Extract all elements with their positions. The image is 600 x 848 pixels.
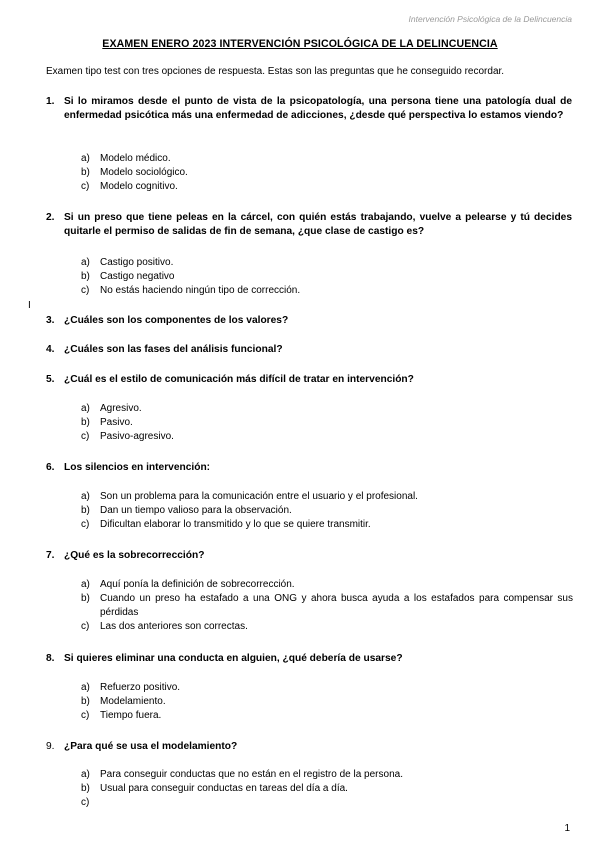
question-text: ¿Qué es la sobrecorrección? — [64, 550, 205, 561]
options-2 — [81, 256, 573, 298]
question-text: ¿Cuáles son los componentes de los valores? — [64, 315, 289, 326]
question-1 — [46, 95, 572, 123]
option-text: Para conseguir conductas que no están en el registro de la persona. — [100, 769, 403, 780]
question-7 — [46, 549, 572, 563]
question-number: 3. — [46, 315, 55, 326]
option-letter: b) — [81, 593, 90, 604]
option-a — [81, 681, 573, 695]
question-9 — [46, 740, 572, 754]
option-a — [81, 152, 573, 166]
document-title: EXAMEN ENERO 2023 INTERVENCIÓN PSICOLÓGICA DE LA DELINCUENCIA — [102, 38, 498, 50]
options-1 — [81, 152, 573, 194]
option-b — [81, 504, 573, 518]
page-number: 1 — [564, 823, 570, 834]
question-number: 7. — [46, 550, 55, 561]
option-text: Usual para conseguir conductas en tareas del día a día. — [100, 783, 348, 794]
running-header: Intervención Psicológica de la Delincuencia — [408, 14, 572, 24]
option-text: Modelo cognitivo. — [100, 181, 178, 192]
option-b — [81, 782, 573, 796]
question-number: 8. — [46, 653, 55, 664]
option-letter: b) — [81, 783, 90, 794]
question-3 — [46, 314, 572, 328]
option-letter: a) — [81, 579, 90, 590]
question-number: 2. — [46, 212, 55, 223]
question-6 — [46, 461, 572, 475]
margin-mark: I — [28, 300, 31, 311]
option-letter: a) — [81, 403, 90, 414]
option-b — [81, 270, 573, 284]
option-letter: b) — [81, 167, 90, 178]
option-letter: b) — [81, 696, 90, 707]
option-letter: c) — [81, 431, 90, 442]
option-a — [81, 256, 573, 270]
question-text: Los silencios en intervención: — [64, 462, 211, 473]
option-text: Agresivo. — [100, 403, 142, 414]
option-b — [81, 416, 573, 430]
option-text: Pasivo. — [100, 417, 133, 428]
option-text: Las dos anteriores son correctas. — [100, 621, 248, 632]
option-letter: a) — [81, 769, 90, 780]
question-text: ¿Cuáles son las fases del análisis funcional? — [64, 344, 283, 355]
option-b — [81, 166, 573, 180]
option-letter: c) — [81, 621, 90, 632]
option-letter: a) — [81, 153, 90, 164]
option-text: Aquí ponía la definición de sobrecorrección. — [100, 579, 295, 590]
question-8 — [46, 652, 572, 666]
option-a — [81, 578, 573, 592]
option-letter: a) — [81, 491, 90, 502]
option-text: Castigo negativo — [100, 271, 175, 282]
option-b — [81, 592, 573, 620]
question-number: 9. — [46, 741, 55, 752]
option-text: Pasivo-agresivo. — [100, 431, 174, 442]
option-text: Tiempo fuera. — [100, 710, 162, 721]
question-text: Si quieres eliminar una conducta en alguien, ¿qué debería de usarse? — [64, 653, 403, 664]
option-a — [81, 768, 573, 782]
option-b — [81, 695, 573, 709]
option-text: Dan un tiempo valioso para la observación. — [100, 505, 292, 516]
option-c — [81, 284, 573, 298]
option-letter: a) — [81, 682, 90, 693]
question-text: ¿Cuál es el estilo de comunicación más difícil de tratar en intervención? — [64, 374, 414, 385]
option-a — [81, 490, 573, 504]
option-letter: b) — [81, 417, 90, 428]
options-9 — [81, 768, 573, 808]
option-letter: b) — [81, 271, 90, 282]
option-text: Refuerzo positivo. — [100, 682, 181, 693]
question-number: 5. — [46, 374, 55, 385]
question-2 — [46, 211, 572, 239]
option-letter: c) — [81, 797, 90, 808]
option-text: Dificultan elaborar lo transmitido y lo que se quiere transmitir. — [100, 519, 371, 530]
option-c — [81, 620, 573, 634]
option-text: Castigo positivo. — [100, 257, 174, 268]
option-a — [81, 402, 573, 416]
question-number: 4. — [46, 344, 55, 355]
option-letter: a) — [81, 257, 90, 268]
option-text: Modelamiento. — [100, 696, 166, 707]
option-letter: b) — [81, 505, 90, 516]
question-text: ¿Para qué se usa el modelamiento? — [64, 741, 238, 752]
option-text: Cuando un preso ha estafado a una ONG y ahora busca ayuda a los estafados para compensar sus pérdidas — [100, 593, 573, 618]
option-c — [81, 709, 573, 723]
option-c — [81, 430, 573, 444]
options-5 — [81, 402, 573, 444]
options-6 — [81, 490, 573, 532]
options-7 — [81, 578, 573, 634]
option-letter: c) — [81, 710, 90, 721]
option-letter: c) — [81, 181, 90, 192]
option-letter: c) — [81, 519, 90, 530]
option-text: Son un problema para la comunicación entre el usuario y el profesional. — [100, 491, 418, 502]
question-text: Si un preso que tiene peleas en la cárcel, con quién estás trabajando, vuelve a pelearse y tú decides quitarle el permiso de salidas de fin de semana, ¿que clase de castigo es? — [64, 212, 572, 237]
question-number: 1. — [46, 96, 55, 107]
option-c — [81, 180, 573, 194]
options-8 — [81, 681, 573, 723]
question-text: Si lo miramos desde el punto de vista de la psicopatología, una persona tiene una patología dual de enfermedad psicótica más una enfermedad de adicciones, ¿desde qué perspectiva lo estamos viendo? — [64, 96, 572, 121]
option-text: Modelo sociológico. — [100, 167, 188, 178]
question-5 — [46, 373, 572, 387]
question-4 — [46, 343, 572, 357]
question-number: 6. — [46, 462, 55, 473]
option-text: No estás haciendo ningún tipo de corrección. — [100, 285, 301, 296]
intro-text: Examen tipo test con tres opciones de respuesta. Estas son las preguntas que he conseguido recordar. — [46, 66, 505, 77]
option-c — [81, 518, 573, 532]
option-text: Modelo médico. — [100, 153, 171, 164]
option-letter: c) — [81, 285, 90, 296]
